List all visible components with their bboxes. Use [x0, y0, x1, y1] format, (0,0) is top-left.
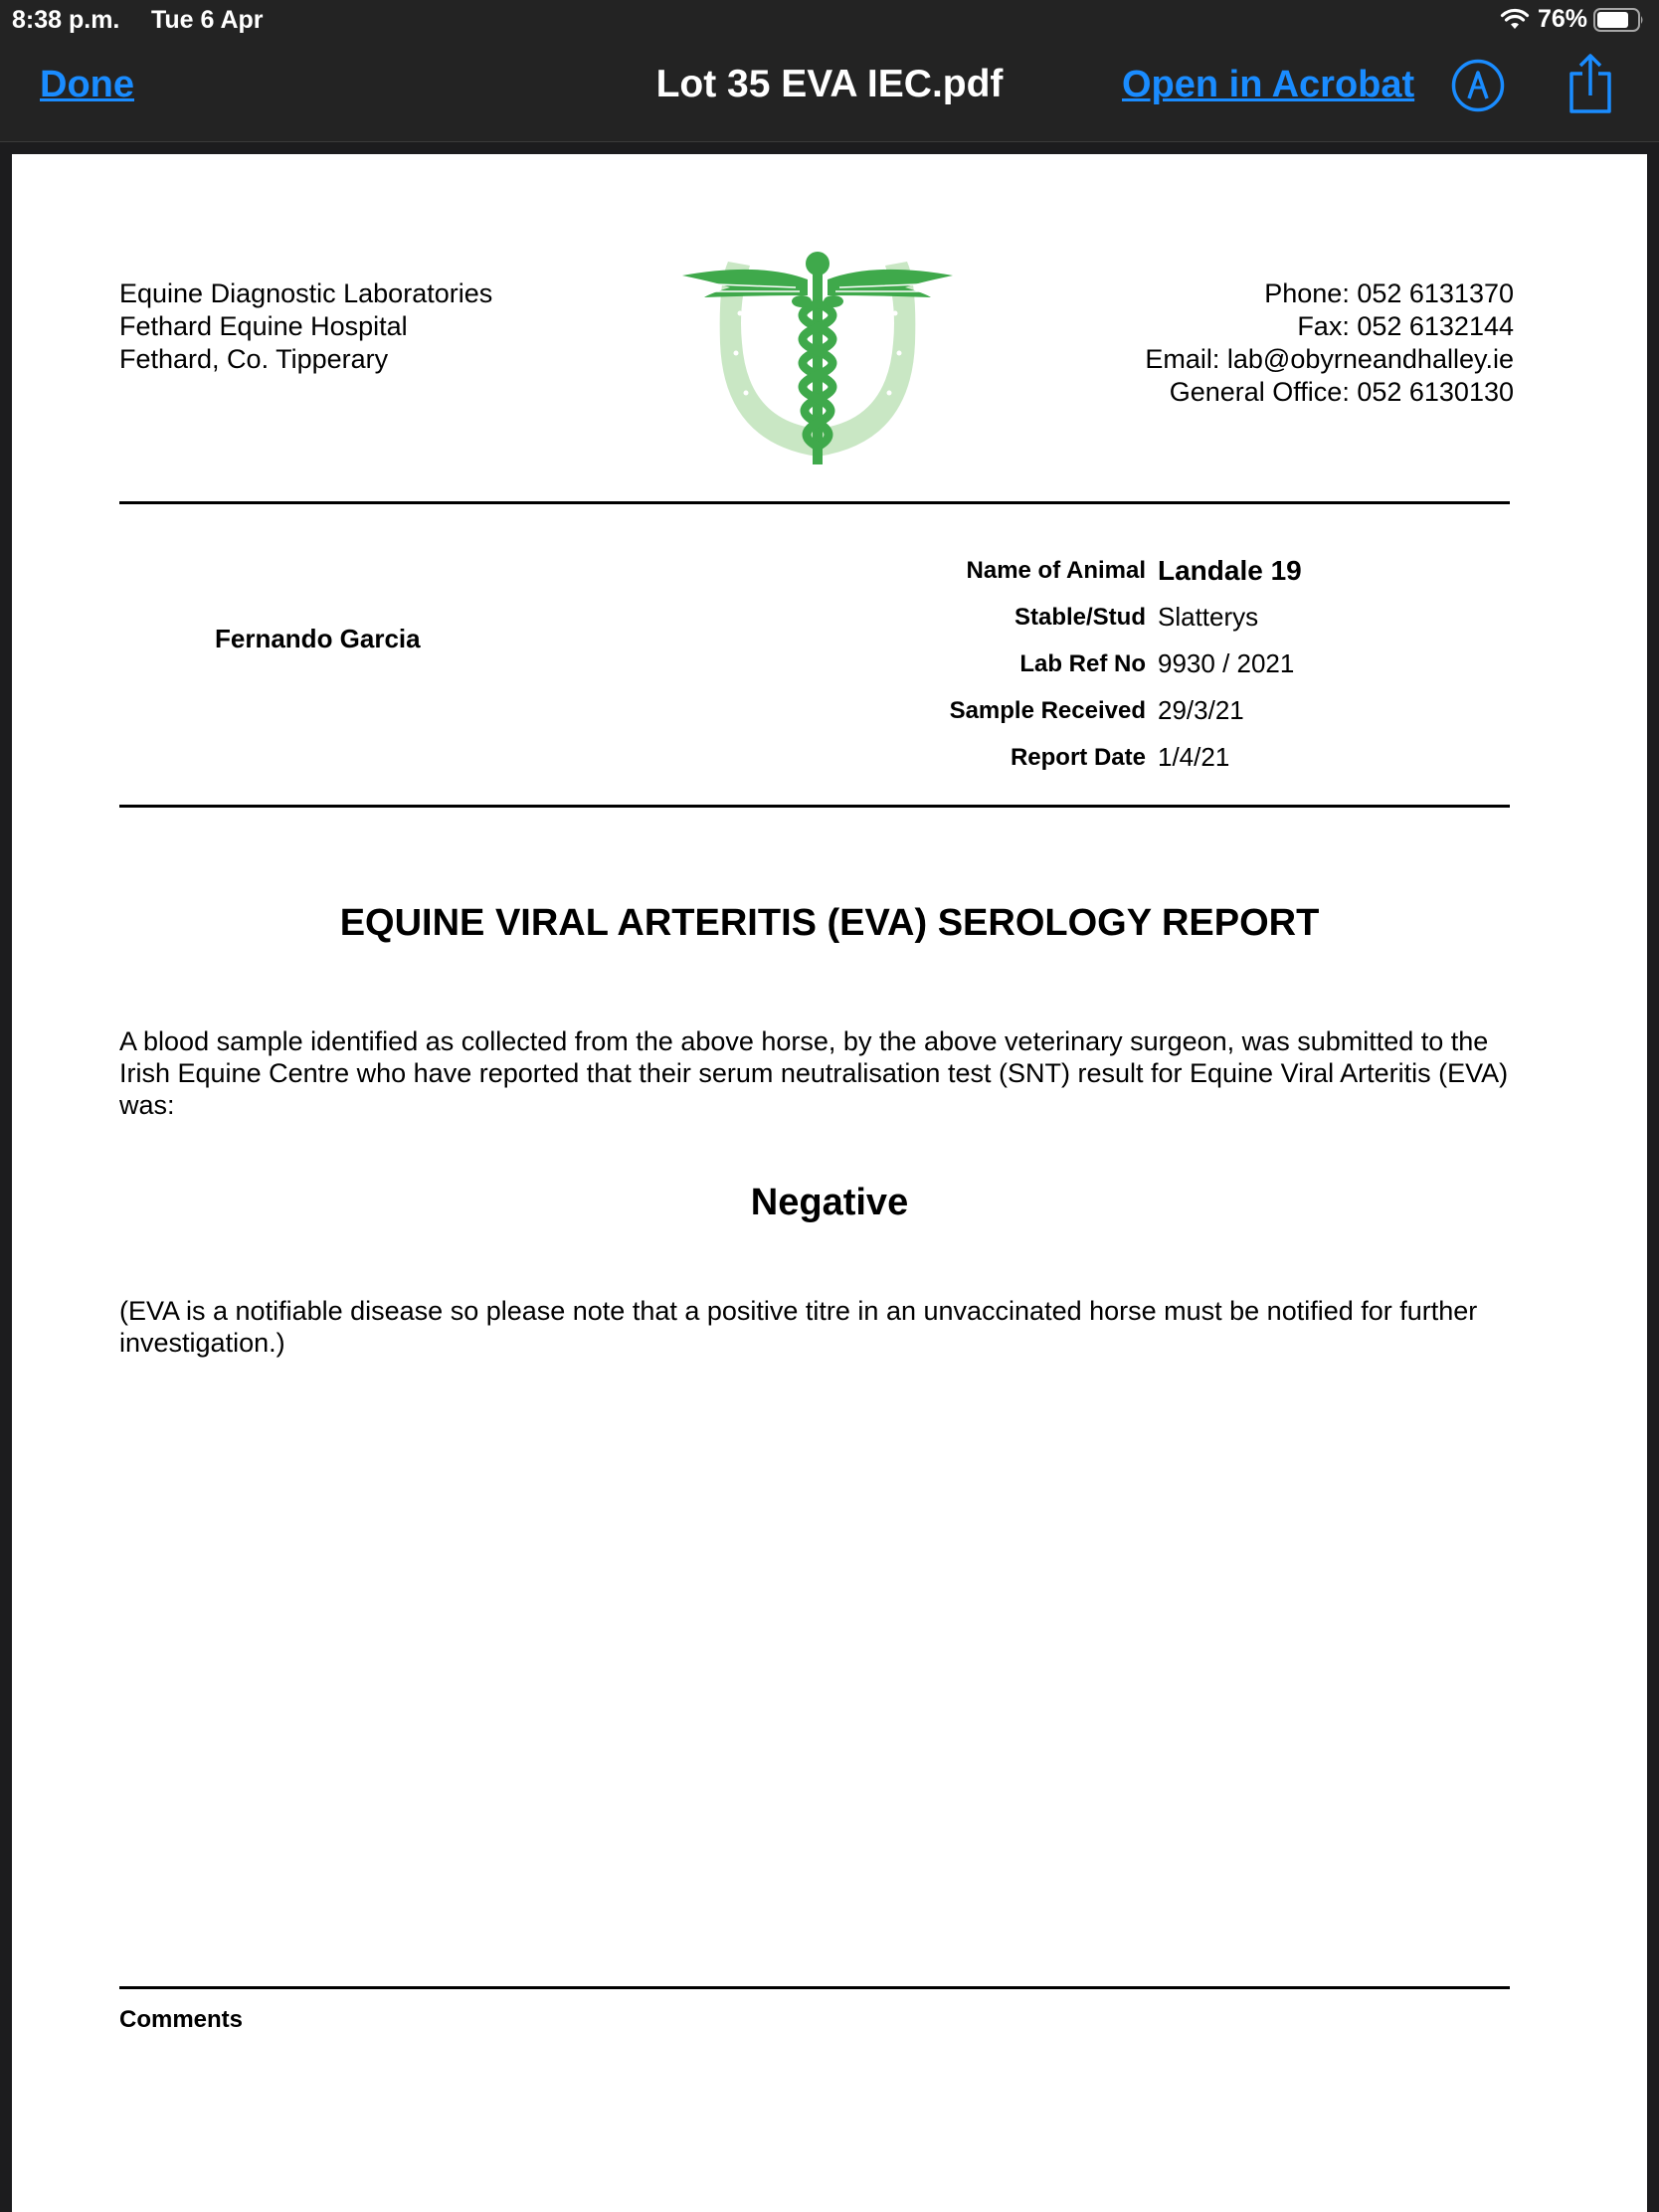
stable-label: Stable/Stud: [1014, 603, 1146, 631]
sample-received-value: 29/3/21: [1158, 695, 1244, 725]
contact-email: Email: lab@obyrneandhalley.ie: [1145, 344, 1514, 374]
report-date-value: 1/4/21: [1158, 742, 1230, 772]
lab-address-line: Fethard, Co. Tipperary: [119, 344, 389, 374]
open-in-acrobat-button[interactable]: Open in Acrobat: [1122, 64, 1415, 105]
stable-value: Slatterys: [1158, 602, 1259, 632]
detail-row: [569, 734, 1302, 781]
animal-name-value: Landale 19: [1158, 554, 1302, 586]
report-date-label: Report Date: [1010, 743, 1146, 771]
report-title: EQUINE VIRAL ARTERITIS (EVA) SEROLOGY REPORT: [339, 902, 1320, 944]
comments-label: Comments: [119, 2006, 244, 2033]
contact-phone: Phone: 052 6131370: [1264, 278, 1514, 308]
test-result: Negative: [750, 1182, 909, 1223]
battery-icon: [1593, 7, 1645, 33]
sample-details: [569, 547, 1302, 781]
lab-address-line: Fethard Equine Hospital: [119, 311, 408, 341]
detail-row: [569, 687, 1302, 734]
status-date: Tue 6 Apr: [151, 6, 264, 34]
lab-ref-label: Lab Ref No: [1019, 649, 1146, 677]
animal-name-label: Name of Animal: [966, 556, 1146, 584]
recipient-name: Fernando Garcia: [215, 624, 421, 653]
detail-row: [569, 547, 1302, 594]
lab-ref-value: 9930 / 2021: [1158, 648, 1295, 678]
toolbar: [0, 38, 1659, 142]
share-icon[interactable]: [1566, 52, 1615, 115]
lab-address: [119, 277, 492, 376]
detail-row: [569, 594, 1302, 641]
divider: [119, 501, 1510, 504]
lab-contact: [1145, 277, 1514, 409]
detail-row: [569, 641, 1302, 687]
status-bar: [0, 0, 1659, 38]
battery-percentage: 76%: [1537, 5, 1587, 33]
sample-received-label: Sample Received: [949, 696, 1146, 724]
divider: [119, 1986, 1510, 1989]
notifiable-disease-note: (EVA is a notifiable disease so please note that a positive titre in an unvaccinated horse must be notified for further investigation.): [119, 1296, 1478, 1358]
contact-office: General Office: 052 6130130: [1169, 377, 1514, 407]
document-title: Lot 35 EVA IEC.pdf: [655, 63, 1004, 105]
wifi-icon: [1500, 8, 1530, 32]
markup-icon[interactable]: [1450, 58, 1506, 113]
caduceus-horseshoe-logo: [680, 244, 955, 470]
report-body-text: A blood sample identified as collected from the above horse, by the above veterinary surgeon, was submitted to the Irish Equine Centre who have reported that their serum neutralisation test (SNT) result for Equine Viral Arteritis (EVA) was:: [119, 1026, 1509, 1120]
done-button[interactable]: Done: [40, 64, 134, 105]
status-indicators: [1500, 5, 1645, 34]
contact-fax: Fax: 052 6132144: [1297, 311, 1514, 341]
lab-address-line: Equine Diagnostic Laboratories: [119, 278, 493, 308]
pdf-page: [12, 154, 1647, 2212]
divider: [119, 805, 1510, 808]
status-time: 8:38 p.m.: [12, 6, 120, 34]
